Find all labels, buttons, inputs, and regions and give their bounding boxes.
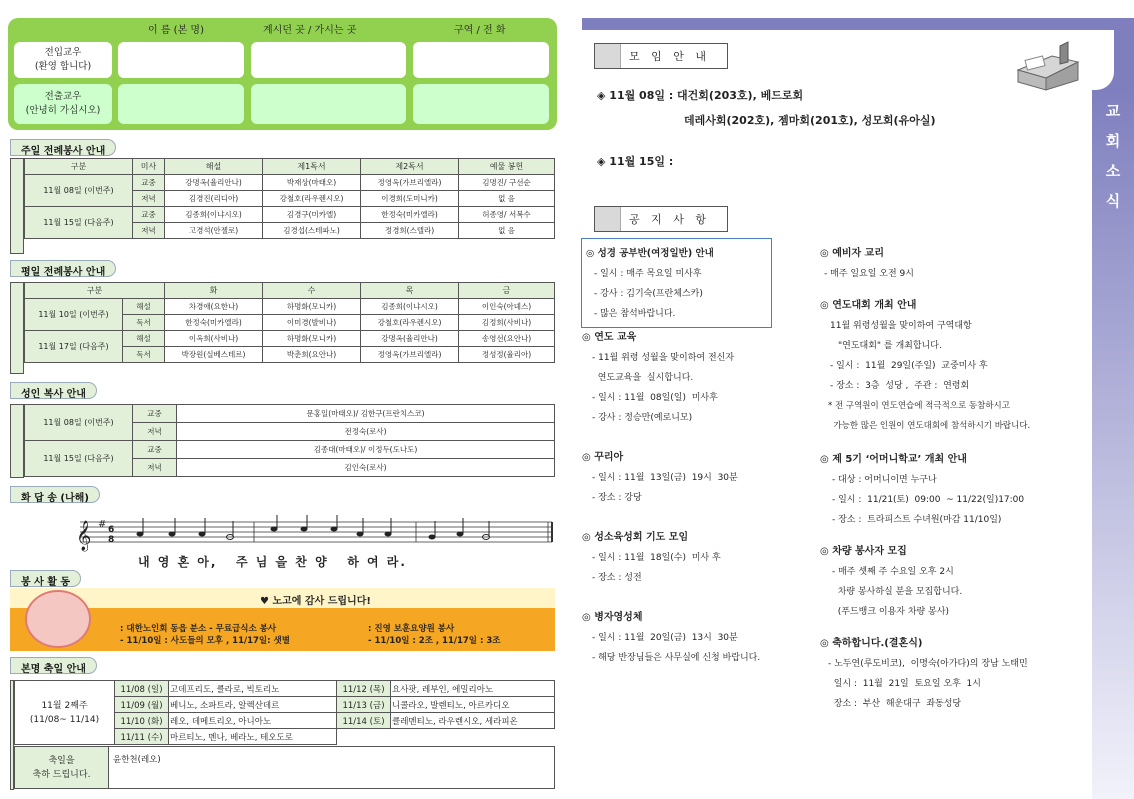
cell: 차경애(요한나) — [165, 299, 263, 315]
note-line: - 매주 일요일 오전 9시 — [824, 269, 914, 279]
cell: 베니노, 소파트라, 알렉산데르 — [169, 697, 337, 713]
note-line: - 11월 위령 성월을 맞이하여 전신자 — [592, 353, 735, 363]
cell: 교중 — [133, 207, 165, 223]
meet-header — [594, 43, 728, 69]
congrats-line1: 축일을 — [48, 755, 75, 766]
note-line: 11월 위령성월을 맞이하여 구역대항 — [830, 321, 972, 331]
note-heading: ◎ 병자영성체 — [582, 612, 643, 623]
cell: 이인숙(아녜스) — [459, 299, 555, 315]
notice-header — [594, 206, 728, 232]
sunday-h4: 제2독서 — [361, 159, 459, 175]
person-photo-icon — [595, 207, 621, 231]
adult-date: 11월 08일 (이번주) — [25, 405, 133, 441]
feast-congrats-table — [14, 746, 555, 789]
cell: 한정숙(미카엘라) — [165, 315, 263, 331]
cell: 마르티노, 멘나, 베라노, 테오도로 — [169, 729, 337, 745]
cell: 해설 — [123, 299, 165, 315]
note-line: - 일시 : 11월 29일(주일) 교중미사 후 — [830, 361, 988, 371]
weekday-date: 11월 17일 (다음주) — [25, 331, 123, 363]
note-line: - 일시 : 11/21(토) 09:00 ~ 11/22(일)17:00 — [832, 495, 1025, 505]
greet-out-line1: 전출교우 — [44, 91, 82, 102]
cell: 고데프리도, 클라로, 빅토리노 — [169, 681, 337, 697]
cell: 11/14 (토) — [337, 713, 391, 729]
note-line: * 전 구역원이 연도연습에 적극적으로 동참하시고 — [828, 401, 1010, 411]
adult-title: 성인 복사 안내 — [10, 382, 97, 399]
left-notes — [582, 244, 811, 668]
note-line: 연도교육을 실시합니다. — [592, 373, 694, 383]
cell: 김경섭(스테파노) — [263, 223, 361, 239]
weekday-sidebar — [10, 282, 24, 374]
greet-out-line2: (안녕히 가십시오) — [25, 105, 101, 116]
sunday-h3: 제1독서 — [263, 159, 361, 175]
weekday-title: 평일 전례봉사 안내 — [10, 260, 116, 277]
note-block — [820, 296, 1088, 436]
note-line: - 일시 : 11월 18일(수) 미사 후 — [592, 553, 721, 563]
cell: 김종대(마태오)/ 이정두(도나도) — [177, 441, 555, 459]
right-notes — [820, 244, 1088, 714]
cell: 없 음 — [459, 191, 555, 207]
note-line: 일시 : 11월 21일 토요일 오후 1시 — [828, 679, 981, 689]
adult-sidebar — [10, 404, 24, 478]
sunday-h2: 해설 — [165, 159, 263, 175]
note-block — [820, 634, 1088, 714]
greet-in-area-field[interactable] — [413, 42, 549, 78]
person-photo-icon — [595, 44, 621, 68]
greet-in-where-field[interactable] — [251, 42, 406, 78]
greet-in-label — [14, 42, 112, 78]
adult-table — [24, 404, 555, 477]
cell: 강철호(라우렌시오) — [263, 191, 361, 207]
sidebar-char: 소 — [1105, 162, 1121, 180]
cell: 하명화(모니카) — [263, 331, 361, 347]
note-heading: ◎ 성경 공부반(여정일반) 안내 — [586, 248, 714, 259]
cell: 독서 — [123, 347, 165, 363]
greet-out-name-field[interactable] — [118, 84, 244, 124]
note-line: - 장소 : 성전 — [592, 573, 642, 583]
weekday-date: 11월 10일 (이번주) — [25, 299, 123, 331]
cell: 전정숙(로사) — [177, 423, 555, 441]
cell: 김정희(사비나) — [459, 315, 555, 331]
note-heading: ◎ 차량 봉사자 모집 — [820, 546, 907, 557]
cell: 하명화(모니카) — [263, 299, 361, 315]
note-block — [582, 608, 811, 668]
right-top-bar — [582, 18, 1116, 30]
sunday-sidebar — [10, 158, 24, 254]
table-row — [25, 299, 555, 315]
greet-in-name-field[interactable] — [118, 42, 244, 78]
cell: 고경석(안젤로) — [165, 223, 263, 239]
feast-week — [15, 681, 115, 745]
weekday-h4: 금 — [459, 283, 555, 299]
cell: 강철호(라우렌시오) — [361, 315, 459, 331]
note-line: - 매주 셋째 주 수요일 오후 2시 — [832, 567, 954, 577]
cell: 클레멘티노, 라우렌시오, 세라피온 — [391, 713, 555, 729]
note-line: 가능한 많은 인원이 연도대회에 참석하시기 바랍니다. — [828, 421, 1031, 431]
children-illustration-icon — [25, 590, 91, 648]
note-heading: ◎ 예비자 교리 — [820, 248, 884, 259]
greet-out-label — [14, 84, 112, 124]
table-row — [25, 159, 555, 175]
service-left-2: - 11/10일 : 사도들의 모후 , 11/17일: 샛별 — [120, 636, 290, 646]
table-row — [25, 405, 555, 423]
cell: 강명옥(율리안나) — [165, 175, 263, 191]
mailbox-icon — [1008, 36, 1084, 92]
note-block — [820, 244, 1088, 284]
service-right-1: : 진영 보훈요양원 봉사 — [368, 624, 455, 634]
meet-line1: ◈ 11월 08일 : 대건회(203호), 베드로회 — [597, 89, 804, 102]
cell: 김종희(이냐시오) — [165, 207, 263, 223]
weekday-h2: 수 — [263, 283, 361, 299]
cell: 한정숙(미카엘라) — [361, 207, 459, 223]
sidebar-char: 식 — [1105, 192, 1121, 210]
table-row — [15, 681, 555, 697]
table-row — [25, 283, 555, 299]
meet-line2: 데레사회(202호), 젬마회(201호), 성모회(유아실) — [684, 114, 936, 127]
note-line: - 일시 : 11월 13일(금) 19시 30분 — [592, 473, 738, 483]
sunday-table — [24, 158, 555, 239]
meet-title: 모 임 안 내 — [629, 50, 710, 63]
music-staff — [70, 512, 555, 552]
table-row — [25, 207, 555, 223]
service-left-1: : 대한노인회 동읍 분소 - 무료급식소 봉사 — [120, 624, 277, 634]
cell: 교중 — [133, 441, 177, 459]
svg-text:8: 8 — [108, 535, 115, 545]
note-heading: ◎ 연도 교육 — [582, 332, 637, 343]
greet-out-area-field[interactable] — [413, 84, 549, 124]
adult-date: 11월 15일 (다음주) — [25, 441, 133, 477]
note-block — [582, 328, 811, 428]
note-line: - 강사 : 김기숙(프란체스카) — [594, 289, 703, 299]
sidebar-vertical-title — [1092, 96, 1134, 216]
cell — [337, 729, 391, 745]
sunday-h1: 미사 — [133, 159, 165, 175]
cell: 저녁 — [133, 223, 165, 239]
note-line: 차량 봉사하실 분을 모집합니다. — [832, 587, 963, 597]
cell: 김경구(미카엘) — [263, 207, 361, 223]
note-block — [820, 450, 1088, 530]
right-sidebar-inner — [1092, 30, 1114, 90]
weekday-h1: 화 — [165, 283, 263, 299]
sunday-title: 주일 전례봉사 안내 — [10, 139, 116, 156]
cell: 박춘희(요안나) — [263, 347, 361, 363]
cell: 11/08 (일) — [115, 681, 169, 697]
cell: 11/12 (목) — [337, 681, 391, 697]
note-block — [582, 528, 811, 588]
cell: 없 음 — [459, 223, 555, 239]
sidebar-char: 회 — [1105, 132, 1121, 150]
song-title: 화 답 송 (나해) — [10, 486, 100, 503]
note-line: - 일시 : 매주 목요일 미사후 — [594, 269, 702, 279]
cell: 강명옥(율리안나) — [361, 331, 459, 347]
note-line: - 강사 : 정승만(예로니모) — [592, 413, 693, 423]
note-heading: ◎ 제 5기 ‘어머니학교’ 개최 안내 — [820, 454, 967, 465]
note-line: - 노두연(루도비코), 이명숙(아가다)의 장남 노태민 — [828, 659, 1028, 669]
cell: 김경진(리디아) — [165, 191, 263, 207]
sidebar-char: 교 — [1105, 102, 1121, 120]
cell: 이옥희(사비나) — [165, 331, 263, 347]
cell: 11/10 (화) — [115, 713, 169, 729]
cell: 니콜라오, 발렌티노, 아르카디오 — [391, 697, 555, 713]
cell: 박재상(마태오) — [263, 175, 361, 191]
sunday-h5: 예물 봉헌 — [459, 159, 555, 175]
cell: 저녁 — [133, 191, 165, 207]
weekday-h0: 구분 — [25, 283, 165, 299]
sunday-h0: 구분 — [25, 159, 133, 175]
cell: 11/13 (금) — [337, 697, 391, 713]
cell: 교중 — [133, 175, 165, 191]
cell: 독서 — [123, 315, 165, 331]
greet-out-where-field[interactable] — [251, 84, 406, 124]
feast-week-label: 11월 2째주 — [41, 700, 88, 711]
cell: 허종영/ 서복수 — [459, 207, 555, 223]
cell: 이경희(도미니카) — [361, 191, 459, 207]
feast-table — [14, 680, 555, 745]
note-block — [820, 542, 1088, 622]
note-line: - 일시 : 11월 08일(일) 미사후 — [592, 393, 718, 403]
cell: 김명진/ 구선순 — [459, 175, 555, 191]
note-line: - 많은 참석바랍니다. — [594, 309, 676, 319]
congrats-line2: 축하 드립니다. — [32, 769, 91, 780]
weekday-table — [24, 282, 555, 363]
notice-title: 공 지 사 항 — [629, 213, 710, 226]
cell: 정영옥(가브리엘라) — [361, 175, 459, 191]
feast-week-range: (11/08~ 11/14) — [29, 714, 100, 725]
note-block — [582, 448, 811, 508]
sunday-date: 11월 15일 (다음주) — [25, 207, 133, 239]
cell: 정경희(스텔라) — [361, 223, 459, 239]
cell: 11/11 (수) — [115, 729, 169, 745]
note-line: (푸드뱅크 이용자 차량 봉사) — [832, 607, 949, 617]
note-heading: ◎ 축하합니다.(결혼식) — [820, 638, 923, 649]
table-row — [15, 747, 555, 789]
note-line: - 장소 : 트라피스트 수녀원(마감 11/10일) — [832, 515, 1002, 525]
greet-in-line1: 전입교우 — [44, 47, 82, 58]
note-line: - 대상 : 어머니이면 누구나 — [832, 475, 937, 485]
svg-text:#: # — [98, 519, 107, 530]
table-row — [25, 331, 555, 347]
greeting-panel — [8, 18, 557, 130]
cell: 송영선(요안나) — [459, 331, 555, 347]
cell: 저녁 — [133, 423, 177, 441]
sunday-date: 11월 08일 (이번주) — [25, 175, 133, 207]
greet-header-area: 구역 / 전 화 — [454, 25, 506, 36]
cell: 교중 — [133, 405, 177, 423]
table-row — [25, 175, 555, 191]
cell: 요사팟, 레부인, 에밀리아노 — [391, 681, 555, 697]
congrats-label — [15, 747, 109, 789]
note-block — [586, 244, 811, 324]
greet-header-where: 계시던 곳 / 가시는 곳 — [263, 25, 357, 36]
cell: 정영옥(가브리엘라) — [361, 347, 459, 363]
svg-text:6: 6 — [108, 525, 115, 535]
svg-text:𝄞: 𝄞 — [76, 521, 92, 551]
cell: 박장원(실베스테르) — [165, 347, 263, 363]
cell: 김종희(이냐시오) — [361, 299, 459, 315]
greet-header-name: 이 름 (본 명) — [148, 25, 204, 36]
note-line: - 장소 : 3층 성당 , 주관 : 연령회 — [830, 381, 970, 391]
meet-line3: ◈ 11월 15일 : — [597, 155, 674, 168]
note-line: - 일시 : 11월 20일(금) 13시 30분 — [592, 633, 738, 643]
note-heading: ◎ 꾸리아 — [582, 452, 624, 463]
weekday-h3: 목 — [361, 283, 459, 299]
table-row — [25, 441, 555, 459]
cell: 문홍일(마태오)/ 김한구(프란치스코) — [177, 405, 555, 423]
service-right-2: - 11/10일 : 2조 , 11/17일 : 3조 — [368, 636, 501, 646]
note-heading: ◎ 성소육성회 기도 모임 — [582, 532, 689, 543]
cell: 레오, 데메트리오, 아니아노 — [169, 713, 337, 729]
cell: 저녁 — [133, 459, 177, 477]
service-panel — [10, 588, 555, 651]
note-line: "연도대회" 를 개최합니다. — [838, 341, 942, 351]
cell — [391, 729, 555, 745]
service-title: 봉 사 활 동 — [10, 570, 81, 587]
cell: 이미경(발비나) — [263, 315, 361, 331]
song-lyrics: 내 영 혼 아, 주 님 을 찬 양 하 여 라. — [138, 555, 407, 569]
congrats-name: 윤한천(레오) — [109, 747, 555, 789]
note-line: 장소 : 부산 해운대구 좌동성당 — [828, 699, 962, 709]
feast-title: 본명 축일 안내 — [10, 657, 97, 674]
note-heading: ◎ 연도대회 개최 안내 — [820, 300, 917, 311]
note-line: - 장소 : 강당 — [592, 493, 642, 503]
cell: 해설 — [123, 331, 165, 347]
note-line: - 해당 반장님들은 사무실에 신청 바랍니다. — [592, 653, 761, 663]
service-thanks: ♥ 노고에 감사 드립니다! — [260, 596, 371, 607]
cell: 11/09 (월) — [115, 697, 169, 713]
greet-in-line2: (환영 합니다) — [34, 61, 92, 72]
cell: 김인숙(로사) — [177, 459, 555, 477]
cell: 정성정(율리아) — [459, 347, 555, 363]
